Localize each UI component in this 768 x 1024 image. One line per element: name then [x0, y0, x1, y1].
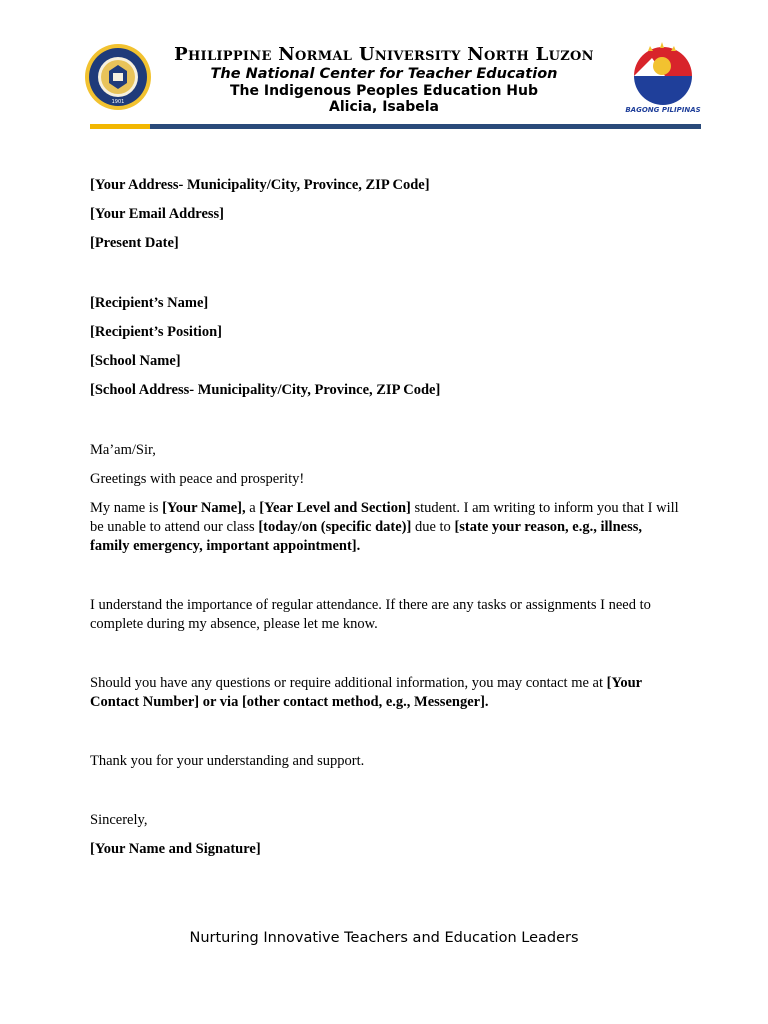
recipient-name: [Recipient’s Name] — [90, 295, 209, 311]
footer-motto: Nurturing Innovative Teachers and Education Leaders — [189, 930, 579, 946]
letterhead-text — [160, 44, 608, 116]
seal-year: 1901 — [111, 99, 125, 105]
university-name: Philippine Normal University North Luzon — [174, 44, 594, 65]
signature-line: [Your Name and Signature] — [90, 841, 261, 857]
campus-location: Alicia, Isabela — [329, 99, 439, 115]
letterhead — [0, 0, 768, 135]
school-name: [School Name] — [90, 353, 181, 369]
sender-address: [Your Address- Municipality/City, Province, ZIP Code] — [90, 177, 430, 193]
header-rule-gold — [90, 124, 150, 129]
letter-date: [Present Date] — [90, 235, 179, 251]
paragraph-thanks: Thank you for your understanding and support. — [90, 753, 365, 769]
bagong-pilipinas-text: BAGONG PILIPINAS — [625, 106, 701, 114]
sender-email: [Your Email Address] — [90, 206, 225, 222]
recipient-position: [Recipient’s Position] — [90, 324, 222, 340]
paragraph-contact: Should you have any questions or require additional information, you may contact me at [Your Contact Number] or via [other contact method, e.g., Messenger]. — [90, 675, 642, 710]
greeting: Greetings with peace and prosperity! — [90, 471, 305, 487]
salutation: Ma’am/Sir, — [90, 442, 156, 458]
closing: Sincerely, — [90, 812, 148, 828]
university-tagline: The National Center for Teacher Education — [210, 66, 558, 82]
bagong-pilipinas-logo-icon — [620, 36, 706, 120]
paragraph-attendance: I understand the importance of regular attendance. If there are any tasks or assignments I need to complete during my absence, please let me know. — [90, 597, 651, 632]
letter-body — [90, 176, 680, 859]
paragraph-absence: My name is [Your Name], a [Year Level and Section] student. I am writing to inform you that I will be unable to attend our class [today/on (specific date)] due to [state your reason, e.g., illness, family emergency, important appointment]. — [90, 500, 679, 554]
header-rule-blue — [150, 124, 701, 129]
school-address: [School Address- Municipality/City, Province, ZIP Code] — [90, 382, 441, 398]
education-hub: The Indigenous Peoples Education Hub — [229, 83, 538, 99]
university-seal-icon — [84, 43, 152, 111]
